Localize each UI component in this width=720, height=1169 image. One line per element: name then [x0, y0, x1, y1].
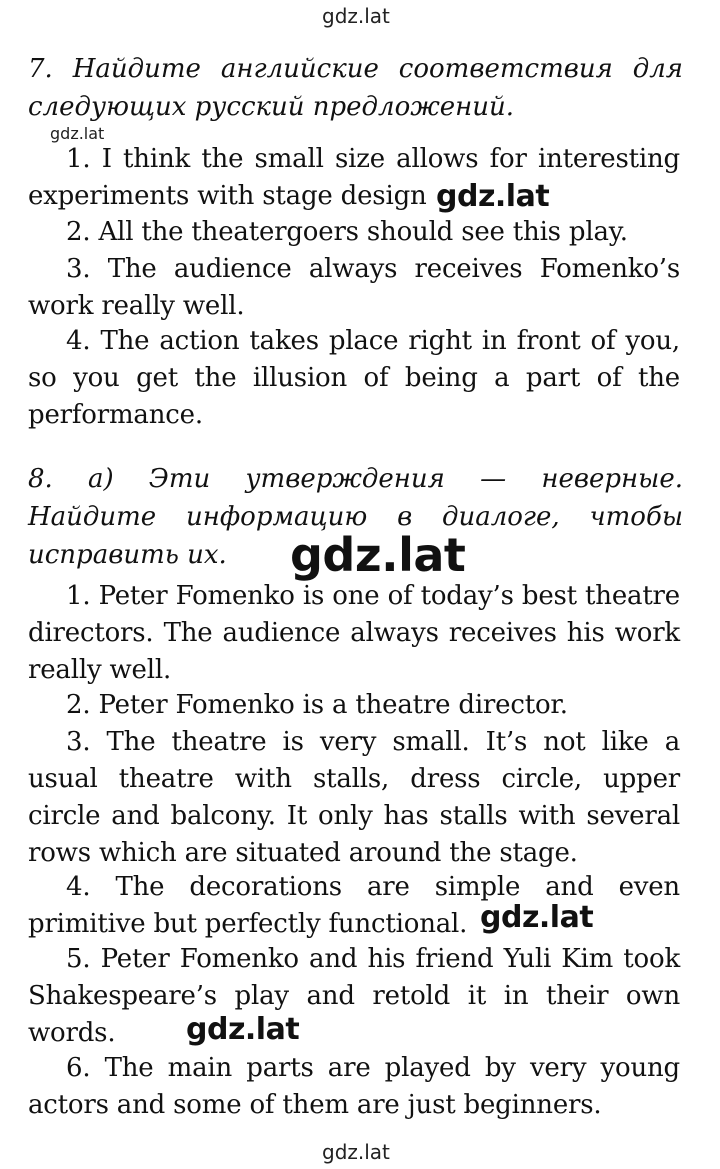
exercise-7-heading: 7. Найдите английские соответствия для следующих русский предложений.: [28, 54, 683, 122]
item-text: The decorations are simple and even primitive but perfectly functional.: [28, 872, 680, 939]
item-number: 3.: [66, 727, 91, 757]
exercise-8-heading: 8. а) Эти утверждения — неверные. Найдите информацию в диалоге, чтобы исправить их.: [28, 464, 683, 570]
exercise-8-item-5: [28, 941, 680, 1052]
watermark-inline-3: gdz.lat: [186, 1012, 300, 1047]
watermark-center-large: gdz.lat: [290, 528, 466, 582]
exercise-8-item-1: [28, 578, 680, 689]
item-text: The audience always receives Fomenko’s work really well.: [28, 254, 680, 321]
item-number: 6.: [66, 1053, 91, 1083]
item-text: Peter Fomenko is a theatre director.: [98, 690, 568, 720]
item-text: The main parts are played by very young actors and some of them are just beginners.: [28, 1053, 680, 1120]
item-text: Peter Fomenko is one of today’s best theatre directors. The audience always receives his work really well.: [28, 581, 680, 685]
exercise-7-item-3: [28, 251, 680, 325]
item-text: I think the small size allows for interesting experiments with stage design: [28, 144, 680, 211]
item-text: All the theatergoers should see this play.: [98, 217, 628, 247]
exercise-7-item-2: [28, 214, 680, 251]
item-number: 5.: [66, 944, 91, 974]
watermark-inline-1: gdz.lat: [436, 179, 550, 214]
item-text: The theatre is very small. It’s not like a usual theatre with stalls, dress circle, upper circle and balcony. It only has stalls with several rows which are situated around the stage.: [28, 727, 680, 868]
exercise-7-item-1: [28, 141, 680, 215]
item-text: Peter Fomenko and his friend Yuli Kim took Shakespeare’s play and retold it in their own words.: [28, 944, 681, 1048]
item-number: 2.: [66, 217, 91, 247]
exercise-7-item-4: [28, 323, 680, 434]
item-number: 4.: [66, 326, 91, 356]
watermark-small-left: gdz.lat: [50, 124, 105, 143]
item-number: 3.: [66, 254, 91, 284]
watermark-bottom: gdz.lat: [322, 1140, 390, 1164]
watermark-top: gdz.lat: [322, 4, 390, 28]
item-text: The action takes place right in front of you, so you get the illusion of being a part of the performance.: [28, 326, 680, 430]
exercise-8-item-2: [28, 687, 680, 724]
item-number: 1.: [66, 144, 91, 174]
item-number: 4.: [66, 872, 91, 902]
item-number: 1.: [66, 581, 91, 611]
exercise-8-item-3: [28, 724, 680, 872]
exercise-8-item-6: [28, 1050, 680, 1124]
item-number: 2.: [66, 690, 91, 720]
watermark-inline-2: gdz.lat: [480, 900, 594, 935]
